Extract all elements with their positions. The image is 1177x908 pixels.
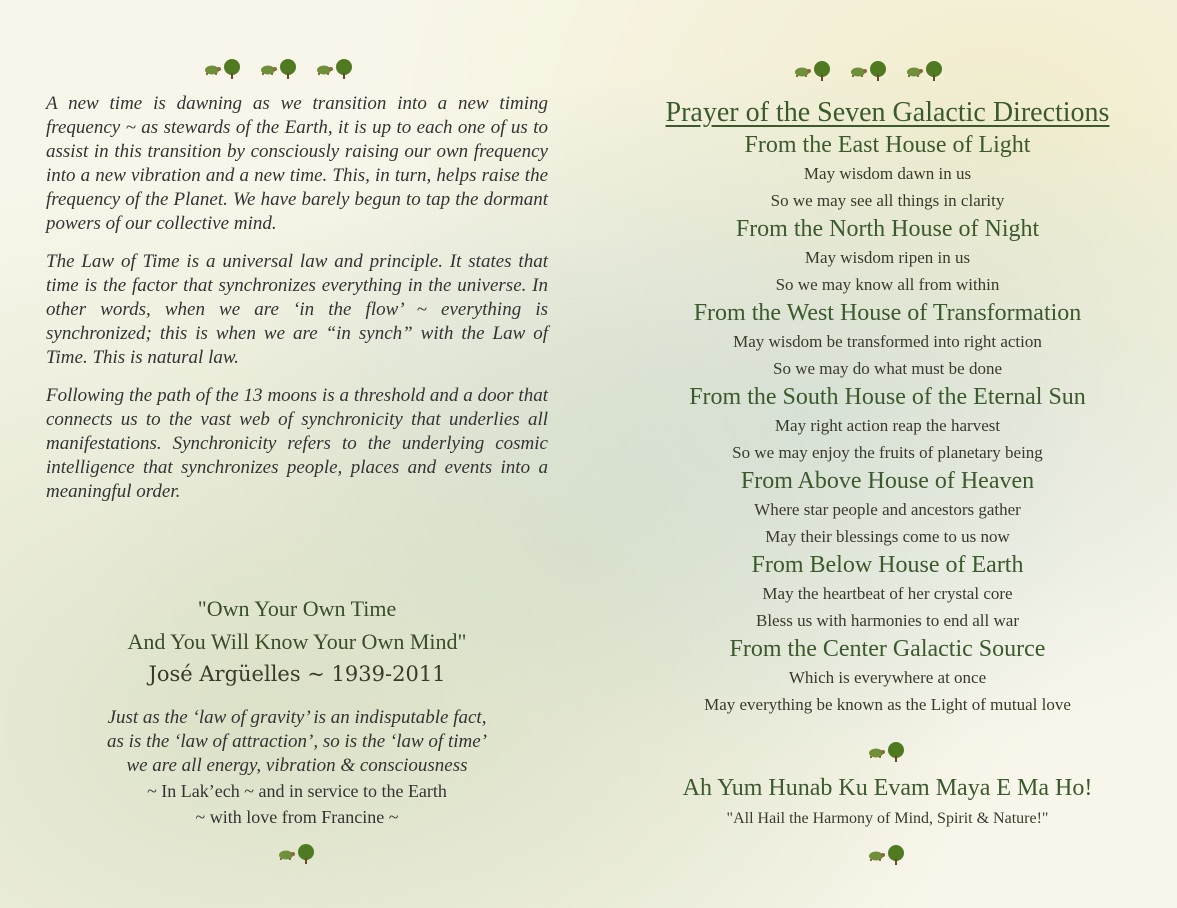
quote-author: José Argüelles ~ 1939-2011 xyxy=(148,662,446,686)
closing-line: we are all energy, vibration & consciousness xyxy=(126,755,468,776)
closing-block xyxy=(46,706,548,830)
turtle-icon xyxy=(259,63,277,75)
turtle-tree-pair xyxy=(793,61,831,81)
direction-heading-above: From Above House of Heaven xyxy=(740,468,1035,494)
turtle-tree-pair xyxy=(867,845,905,865)
direction-line: So we may know all from within xyxy=(775,275,1000,294)
direction-line: May wisdom dawn in us xyxy=(803,164,972,183)
direction-line: May everything be known as the Light of mutual love xyxy=(704,695,1071,714)
closing-line: Just as the ‘law of gravity’ is an indisputable fact, xyxy=(107,707,487,728)
direction-line: May wisdom be transformed into right action xyxy=(733,332,1042,351)
direction-heading-north: From the North House of Night xyxy=(735,216,1040,242)
tree-icon xyxy=(223,59,241,79)
direction-heading-west: From the West House of Transformation xyxy=(693,300,1082,326)
prayer-title: Prayer of the Seven Galactic Directions xyxy=(665,97,1110,128)
turtle-icon xyxy=(315,63,333,75)
direction-line: Where star people and ancestors gather xyxy=(754,500,1021,519)
left-bottom-icon xyxy=(277,844,315,864)
turtle-tree-pair xyxy=(277,844,315,864)
turtle-icon xyxy=(203,63,221,75)
paragraph-new-time: A new time is dawning as we transition into a new timing frequency ~ as stewards of the Earth, it is up to each one of us to assist in this transition by consciously raising our own frequency into a new vibration and a new time. This, in turn, helps raise the frequency of the Planet. We have barely begun to tap the dormant powers of our collective mind. xyxy=(46,93,548,234)
direction-heading-below: From Below House of Earth xyxy=(751,552,1024,578)
tree-icon xyxy=(279,59,297,79)
turtle-icon xyxy=(793,65,811,77)
signoff-line: ~ In Lak’ech ~ and in service to the Earth xyxy=(147,781,447,801)
turtle-icon xyxy=(849,65,867,77)
right-top-icon-row xyxy=(793,61,943,81)
right-middle-icon xyxy=(867,742,905,762)
paragraph-law-of-time: The Law of Time is a universal law and principle. It states that time is the factor that synchronizes everything in the universe. In other words, when we are ‘in the flow’ ~ everything is synchronized; this is when we are “in synch” with the Law of Time. This is natural law. xyxy=(46,251,548,368)
quote-line-1: "Own Your Own Time xyxy=(197,596,397,621)
direction-line: Bless us with harmonies to end all war xyxy=(756,611,1019,630)
signoff-line: ~ with love from Francine ~ xyxy=(195,807,399,827)
tree-icon xyxy=(887,845,905,865)
turtle-tree-pair xyxy=(259,59,297,79)
intro-text xyxy=(46,92,548,518)
turtle-tree-pair xyxy=(203,59,241,79)
turtle-icon xyxy=(867,849,885,861)
direction-heading-center: From the Center Galactic Source xyxy=(729,636,1046,662)
turtle-icon xyxy=(905,65,923,77)
direction-line: So we may enjoy the fruits of planetary being xyxy=(732,443,1043,462)
tree-icon xyxy=(869,61,887,81)
direction-line: May the heartbeat of her crystal core xyxy=(762,584,1013,603)
turtle-tree-pair xyxy=(849,61,887,81)
tree-icon xyxy=(297,844,315,864)
turtle-tree-pair xyxy=(905,61,943,81)
direction-line: May their blessings come to us now xyxy=(765,527,1010,546)
direction-line: Which is everywhere at once xyxy=(788,668,987,687)
tree-icon xyxy=(925,61,943,81)
paragraph-13-moons: Following the path of the 13 moons is a threshold and a door that connects us to the vast web of synchronicity that underlies all manifestations. Synchronicity refers to the underlying cosmic intelligence that synchronizes people, places and events into a meaningful order. xyxy=(46,385,548,502)
right-bottom-icon xyxy=(867,845,905,865)
turtle-tree-pair xyxy=(315,59,353,79)
turtle-icon xyxy=(867,746,885,758)
turtle-icon xyxy=(277,848,295,860)
turtle-tree-pair xyxy=(867,742,905,762)
quote-line-2: And You Will Know Your Own Mind" xyxy=(127,629,467,654)
direction-line: May right action reap the harvest xyxy=(774,416,1001,435)
prayer-section xyxy=(600,96,1175,718)
mantra-translation: "All Hail the Harmony of Mind, Spirit & Nature!" xyxy=(726,810,1049,827)
mantra: Ah Yum Hunab Ku Evam Maya E Ma Ho! xyxy=(682,775,1093,801)
direction-line: So we may do what must be done xyxy=(773,359,1002,378)
direction-heading-south: From the South House of the Eternal Sun xyxy=(689,384,1086,410)
direction-heading-east: From the East House of Light xyxy=(744,132,1031,158)
tree-icon xyxy=(887,742,905,762)
tree-icon xyxy=(335,59,353,79)
closing-line: as is the ‘law of attraction’, so is the ‘law of time’ xyxy=(107,731,487,752)
direction-line: So we may see all things in clarity xyxy=(770,191,1005,210)
quote-block xyxy=(46,592,548,690)
left-top-icon-row xyxy=(203,59,353,79)
tree-icon xyxy=(813,61,831,81)
direction-line: May wisdom ripen in us xyxy=(804,248,971,267)
